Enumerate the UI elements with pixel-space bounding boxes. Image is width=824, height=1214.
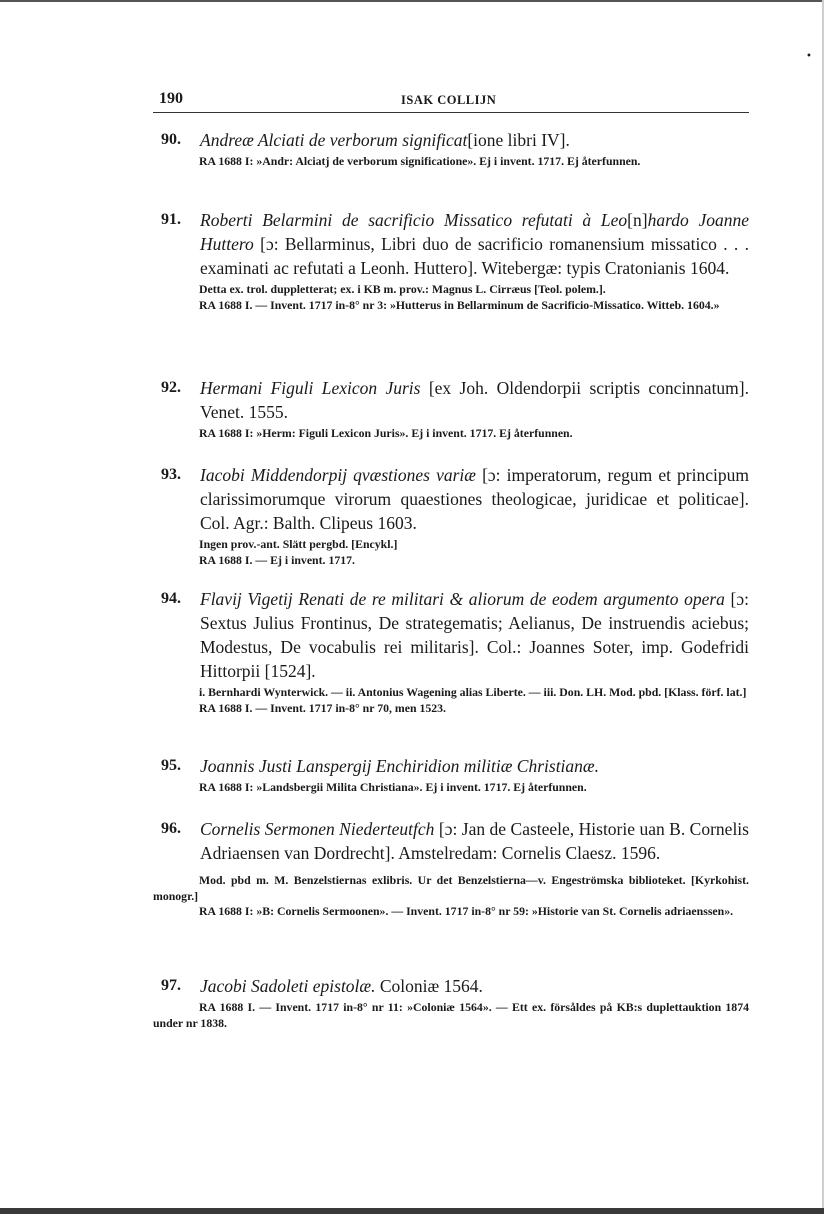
entry-note: Ingen prov.-ant. Slätt pergbd. [Encykl.] (199, 537, 398, 551)
entry-number: 97. (161, 977, 181, 994)
entry-main (153, 376, 749, 424)
running-head: ISAK COLLIJN (401, 93, 497, 107)
entry-title: Jacobi Sadoleti epistolæ. (200, 976, 376, 996)
entry-93 (153, 463, 749, 568)
page-number: 190 (159, 90, 183, 107)
entry-title: Joannis Justi Lanspergij Enchiridion militiæ Christianæ. (200, 756, 599, 776)
entry-note: RA 1688 I. — Invent. 1717 in-8° nr 70, men 1523. (199, 700, 447, 715)
entry-note: RA 1688 I: »Landsbergii Milita Christiana». Ej i invent. 1717. Ej återfunnen. (199, 780, 587, 794)
entry-imprint: [ɔ: imperatorum, regum et principum clarissimorumque virorum quaestiones theologicae, juridicae et politicae]. Col. Agr.: Balth. Clipeus 1603. (200, 465, 749, 533)
entry-95 (153, 754, 749, 796)
entry-imprint: [ɔ: Bellarminus, Libri duo de sacrificio romanensium missatico . . . examinati ac refutati a Leonh. Huttero]. Witebergæ: typis Cratonianis 1604. (200, 234, 749, 278)
scan-edge-top (0, 0, 824, 2)
entry-title: Hermani Figuli Lexicon Juris (200, 378, 421, 398)
entry-90 (153, 128, 749, 170)
entry-92 (153, 376, 749, 442)
entry-imprint: Coloniæ 1564. (375, 976, 483, 996)
entry-number: 93. (161, 466, 181, 483)
entry-number: 94. (161, 590, 181, 607)
entry-note: RA 1688 I: »Herm: Figuli Lexicon Juris». Ej i invent. 1717. Ej återfunnen. (199, 426, 573, 440)
entry-title: Flavij Vigetij Renati de re militari & aliorum de eodem argumento opera (200, 589, 725, 609)
entry-note: RA 1688 I. — Ej i invent. 1717. (199, 552, 355, 567)
entry-main (153, 587, 749, 683)
entry-title-end: hardo Joanne Huttero (200, 210, 749, 254)
entry-imprint: [ione libri IV]. (467, 130, 570, 150)
page (153, 90, 749, 1030)
entry-note: RA 1688 I: »Andr: Alciatj de verborum significatione». Ej i invent. 1717. Ej återfunnen. (199, 154, 641, 168)
entry-note: Detta ex. trol. duppletterat; ex. i KB m. prov.: Magnus L. Cirræus [Teol. polem.]. (199, 282, 606, 296)
entry-number: 92. (161, 379, 181, 396)
entry-title: Cornelis Sermonen Niederteutfch (200, 819, 435, 839)
entry-main (153, 463, 749, 535)
entry-imprint: [ɔ: Sextus Julius Frontinus, De strategematis; Aelianus, De instruendis aciebus; Modestus, De vocabulis rei militaris]. Col.: Joannes Soter, imp. Godefridi Hittorpii [1524]. (200, 589, 749, 681)
entry-main (153, 817, 749, 865)
entry-title-bracket: [n] (627, 210, 648, 230)
page-header (153, 90, 749, 113)
entry-96 (153, 817, 749, 920)
entry-number: 90. (161, 131, 181, 148)
entry-97 (153, 974, 749, 1031)
entry-main (153, 208, 749, 280)
entry-note: RA 1688 I. — Invent. 1717 in-8° nr 11: »Coloniæ 1564». — Ett ex. försåldes på KB:s duplettauktion 1874 under nr 1838. (153, 1000, 749, 1030)
entry-91 (153, 208, 749, 313)
entry-imprint: [ex Joh. Oldendorpii scriptis concinnatum]. Venet. 1555. (200, 378, 749, 422)
entry-title: Roberti Belarmini de sacrificio Missatico refutati à Leo (200, 210, 628, 230)
margin-dot: • (806, 51, 812, 62)
entry-title: Andreæ Alciati de verborum significat (200, 130, 468, 150)
entry-main (153, 128, 749, 152)
entry-note: i. Bernhardi Wynterwick. — ii. Antonius Wagening alias Liberte. — iii. Don. LH. Mod. pbd. [Klass. förf. lat.] (199, 685, 747, 699)
scan-edge-bottom (0, 1208, 824, 1214)
entry-note: RA 1688 I: »B: Cornelis Sermoonen». — Invent. 1717 in-8° nr 59: »Historie van St. Cornelis adriaenssen». (199, 904, 734, 918)
entry-title: Iacobi Middendorpij qvæstiones variæ (200, 465, 476, 485)
entry-number: 91. (161, 211, 181, 228)
entry-imprint: [ɔ: Jan de Casteele, Historie uan B. Cornelis Adriaensen van Dordrecht]. Amstelredam: Cornelis Claesz. 1596. (200, 819, 749, 863)
entry-main (153, 754, 749, 778)
entry-number: 95. (161, 757, 181, 774)
entry-note: RA 1688 I. — Invent. 1717 in-8° nr 3: »Hutterus in Bellarminum de Sacrificio-Missatico. Witteb. 1604.» (199, 297, 720, 312)
entry-main (153, 974, 749, 998)
entry-note: Mod. pbd m. M. Benzelstiernas exlibris. Ur det Benzelstierna—v. Engeströmska biblioteket. [Kyrkohist. monogr.] (153, 873, 749, 903)
entry-number: 96. (161, 820, 181, 837)
entry-94 (153, 587, 749, 716)
